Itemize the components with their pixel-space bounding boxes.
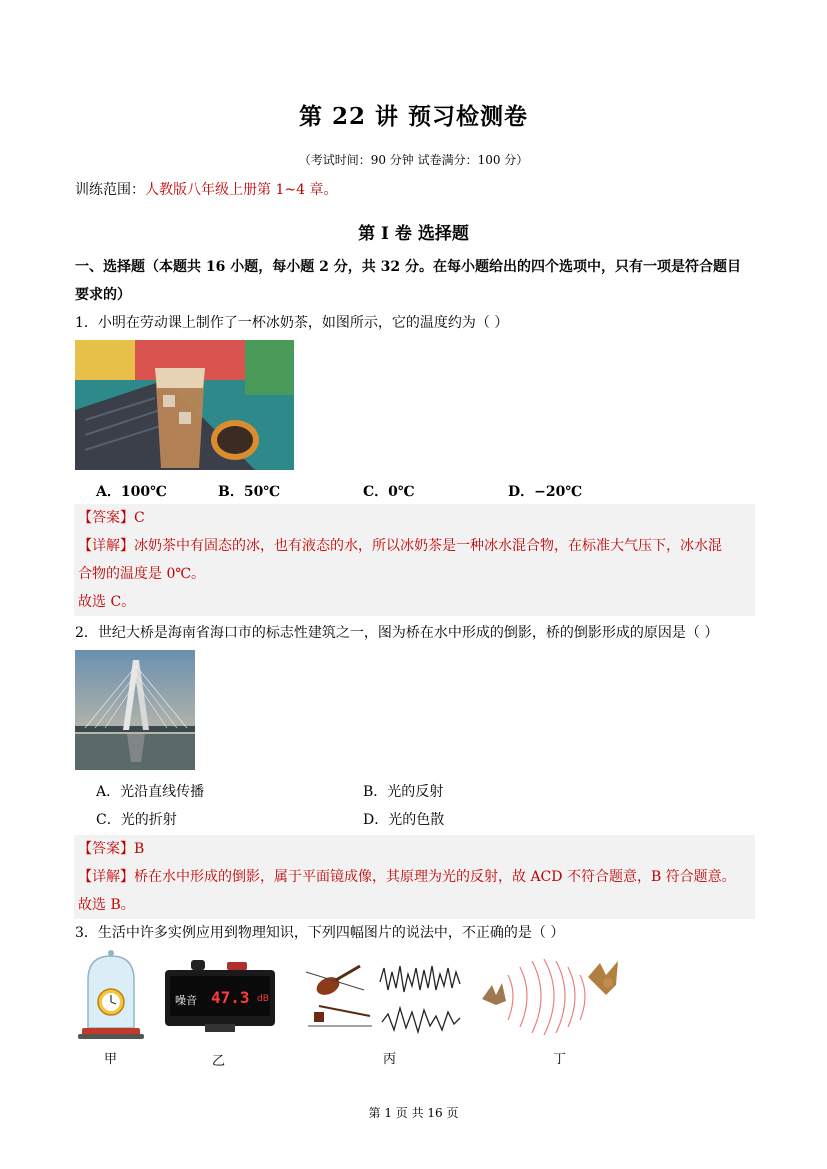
fig-label-bing: 丙	[383, 1052, 397, 1067]
bell-jar-image	[78, 950, 144, 1040]
meter-unit: dB	[257, 994, 269, 1004]
bridge-image	[75, 650, 195, 770]
q1-conclusion: 故选 C。	[78, 594, 136, 610]
section-instruction-2: 要求的）	[75, 287, 131, 303]
q1-option-c: C．0℃	[363, 484, 415, 500]
meter-reading: 47.3	[211, 988, 250, 1007]
q1-detail-2: 合物的温度是 0℃。	[78, 566, 206, 582]
q1-option-d: D．−20℃	[508, 484, 583, 500]
section-title: 第 I 卷 选择题	[358, 224, 469, 244]
question-2-stem: 2．世纪大桥是海南省海口市的标志性建筑之一，图为桥在水中形成的倒影，桥的倒影形成的原因是（ ）	[75, 625, 719, 641]
scope-label: 训练范围：	[75, 182, 145, 198]
q2-option-b: B．光的反射	[363, 784, 444, 800]
q2-option-c: C．光的折射	[96, 812, 177, 828]
q1-answer-box	[74, 504, 755, 616]
q2-detail-1: 【详解】桥在水中形成的倒影，属于平面镜成像，其原理为光的反射，故 ACD 不符合题意，B 符合题意。	[78, 869, 736, 885]
question-1-stem: 1．小明在劳动课上制作了一杯冰奶茶，如图所示，它的温度约为（ ）	[75, 315, 509, 331]
q2-option-d: D．光的色散	[363, 812, 445, 828]
page-title: 第 22 讲 预习检测卷	[298, 103, 529, 130]
q1-answer: 【答案】C	[78, 510, 145, 526]
q2-option-a: A．光沿直线传播	[96, 784, 205, 800]
fig-label-ding: 丁	[553, 1052, 567, 1067]
scope-value: 人教版八年级上册第 1~4 章。	[145, 182, 338, 198]
q1-option-b: B．50℃	[218, 484, 281, 500]
bat-echolocation-image	[478, 955, 628, 1045]
page-number: 第 1 页 共 16 页	[368, 1106, 459, 1120]
q2-conclusion: 故选 B。	[78, 897, 135, 913]
q2-answer-box	[74, 835, 755, 919]
q2-answer: 【答案】B	[78, 841, 145, 857]
instruments-waveform-image	[300, 960, 465, 1040]
milk-tea-image	[75, 340, 294, 470]
noise-meter-image	[165, 960, 275, 1032]
fig-label-yi: 乙	[212, 1054, 226, 1069]
meter-label: 噪音	[175, 994, 197, 1007]
question-3-stem: 3．生活中许多实例应用到物理知识，下列四幅图片的说法中，不正确的是（ ）	[75, 925, 565, 941]
training-scope	[75, 179, 337, 199]
exam-info: （考试时间：90 分钟 试卷满分：100 分）	[298, 153, 529, 167]
section-instruction-1: 一、选择题（本题共 16 小题，每小题 2 分，共 32 分。在每小题给出的四个选项中，只有一项是符合题目	[75, 259, 741, 275]
fig-label-jia: 甲	[104, 1052, 118, 1067]
q1-detail-1: 【详解】冰奶茶中有固态的冰，也有液态的水，所以冰奶茶是一种冰水混合物，在标准大气压下，冰水混	[78, 538, 722, 554]
q1-option-a: A．100℃	[96, 484, 167, 500]
